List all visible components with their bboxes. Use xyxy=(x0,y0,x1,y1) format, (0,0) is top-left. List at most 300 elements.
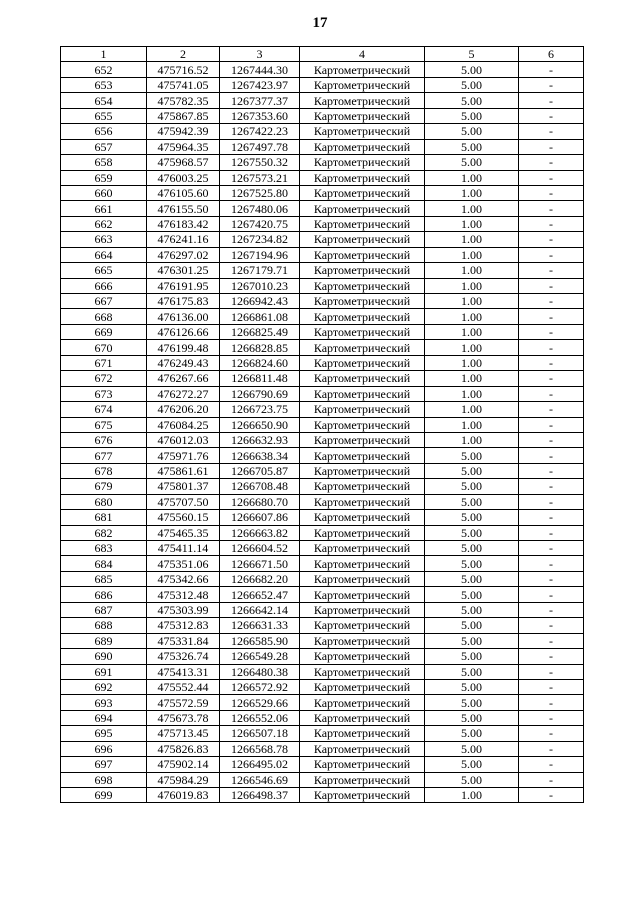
table-row xyxy=(61,201,584,216)
table-row xyxy=(61,278,584,293)
table-cell: 5.00 xyxy=(425,525,519,540)
table-cell: 5.00 xyxy=(425,679,519,694)
table-cell: 5.00 xyxy=(425,124,519,139)
table-cell: - xyxy=(519,541,584,556)
table-cell: - xyxy=(519,139,584,154)
table-header-row xyxy=(61,47,584,62)
table-cell: 670 xyxy=(61,340,147,355)
table-row xyxy=(61,726,584,741)
table-row xyxy=(61,170,584,185)
table-cell: 1267234.82 xyxy=(220,232,300,247)
table-cell: 1267550.32 xyxy=(220,155,300,170)
table-cell: - xyxy=(519,448,584,463)
table-cell: 659 xyxy=(61,170,147,185)
table-cell: 475342.66 xyxy=(147,571,220,586)
table-cell: 1266811.48 xyxy=(220,371,300,386)
table-cell: 1266498.37 xyxy=(220,788,300,803)
table-cell: 476297.02 xyxy=(147,247,220,262)
table-cell: 678 xyxy=(61,463,147,478)
table-cell: 476206.20 xyxy=(147,402,220,417)
table-row xyxy=(61,510,584,525)
table-cell: 5.00 xyxy=(425,139,519,154)
table-cell: 475560.15 xyxy=(147,510,220,525)
table-cell: 476249.43 xyxy=(147,355,220,370)
table-cell: 668 xyxy=(61,309,147,324)
table-cell: 685 xyxy=(61,571,147,586)
table-cell: - xyxy=(519,201,584,216)
table-cell: 475673.78 xyxy=(147,710,220,725)
table-cell: 476105.60 xyxy=(147,185,220,200)
table-cell: 5.00 xyxy=(425,649,519,664)
table-cell: 5.00 xyxy=(425,757,519,772)
table-cell: 475411.14 xyxy=(147,541,220,556)
table-cell: Картометрический xyxy=(300,294,425,309)
table-cell: 475331.84 xyxy=(147,633,220,648)
table-cell: - xyxy=(519,386,584,401)
table-row xyxy=(61,571,584,586)
table-row xyxy=(61,541,584,556)
table-cell: 476136.00 xyxy=(147,309,220,324)
table-row xyxy=(61,355,584,370)
table-cell: - xyxy=(519,618,584,633)
table-cell: Картометрический xyxy=(300,618,425,633)
table-row xyxy=(61,62,584,77)
table-cell: 1266631.33 xyxy=(220,618,300,633)
table-cell: 1.00 xyxy=(425,247,519,262)
table-cell: - xyxy=(519,788,584,803)
table-cell: 475413.31 xyxy=(147,664,220,679)
table-cell: 1266790.69 xyxy=(220,386,300,401)
table-cell: Картометрический xyxy=(300,649,425,664)
table-cell: 1266638.34 xyxy=(220,448,300,463)
page-number: 17 xyxy=(312,15,328,31)
table-cell: 1266824.60 xyxy=(220,355,300,370)
table-cell: 1266507.18 xyxy=(220,726,300,741)
table-cell: 1267377.37 xyxy=(220,93,300,108)
table-row xyxy=(61,788,584,803)
table-cell: 5.00 xyxy=(425,571,519,586)
table-cell: 5.00 xyxy=(425,726,519,741)
table-cell: - xyxy=(519,772,584,787)
table-cell: 653 xyxy=(61,77,147,92)
column-header: 6 xyxy=(519,47,584,62)
table-cell: 677 xyxy=(61,448,147,463)
table-cell: 1266705.87 xyxy=(220,463,300,478)
table-row xyxy=(61,294,584,309)
table-cell: 667 xyxy=(61,294,147,309)
table-cell: Картометрический xyxy=(300,355,425,370)
table-cell: 475801.37 xyxy=(147,479,220,494)
table-cell: 476003.25 xyxy=(147,170,220,185)
table-cell: 476241.16 xyxy=(147,232,220,247)
table-cell: 662 xyxy=(61,216,147,231)
table-cell: 1267422.23 xyxy=(220,124,300,139)
table-row xyxy=(61,494,584,509)
table-cell: 652 xyxy=(61,62,147,77)
table-cell: Картометрический xyxy=(300,170,425,185)
table-cell: Картометрический xyxy=(300,772,425,787)
table-cell: 476126.66 xyxy=(147,324,220,339)
table-cell: 693 xyxy=(61,695,147,710)
table-cell: 1266861.08 xyxy=(220,309,300,324)
table-cell: 475312.83 xyxy=(147,618,220,633)
table-row xyxy=(61,216,584,231)
table-cell: 1.00 xyxy=(425,432,519,447)
table-cell: - xyxy=(519,170,584,185)
table-cell: - xyxy=(519,695,584,710)
table-cell: 5.00 xyxy=(425,510,519,525)
table-cell: Картометрический xyxy=(300,679,425,694)
table-cell: 475867.85 xyxy=(147,108,220,123)
table-row xyxy=(61,139,584,154)
table-cell: 475971.76 xyxy=(147,448,220,463)
table-cell: 1267420.75 xyxy=(220,216,300,231)
table-row xyxy=(61,649,584,664)
table-row xyxy=(61,664,584,679)
table-cell: 1.00 xyxy=(425,294,519,309)
table-cell: 671 xyxy=(61,355,147,370)
table-cell: - xyxy=(519,294,584,309)
table-row xyxy=(61,402,584,417)
table-cell: - xyxy=(519,757,584,772)
table-cell: - xyxy=(519,355,584,370)
table-cell: 475782.35 xyxy=(147,93,220,108)
table-cell: 657 xyxy=(61,139,147,154)
table-cell: 476301.25 xyxy=(147,263,220,278)
table-cell: 475984.29 xyxy=(147,772,220,787)
table-cell: Картометрический xyxy=(300,417,425,432)
table-cell: 1266825.49 xyxy=(220,324,300,339)
table-row xyxy=(61,93,584,108)
table-cell: Картометрический xyxy=(300,185,425,200)
table-cell: 1267179.71 xyxy=(220,263,300,278)
table-cell: 698 xyxy=(61,772,147,787)
table-cell: 5.00 xyxy=(425,695,519,710)
table-cell: Картометрический xyxy=(300,340,425,355)
table-cell: 5.00 xyxy=(425,448,519,463)
table-cell: - xyxy=(519,185,584,200)
table-cell: - xyxy=(519,664,584,679)
table-cell: 695 xyxy=(61,726,147,741)
table-row xyxy=(61,263,584,278)
table-cell: 1.00 xyxy=(425,170,519,185)
table-cell: Картометрический xyxy=(300,602,425,617)
table-cell: 697 xyxy=(61,757,147,772)
table-cell: 694 xyxy=(61,710,147,725)
table-cell: Картометрический xyxy=(300,108,425,123)
table-cell: 1266546.69 xyxy=(220,772,300,787)
table-cell: - xyxy=(519,263,584,278)
table-cell: 1267010.23 xyxy=(220,278,300,293)
table-cell: Картометрический xyxy=(300,448,425,463)
table-row xyxy=(61,741,584,756)
table-cell: 1266572.92 xyxy=(220,679,300,694)
table-cell: 1267525.80 xyxy=(220,185,300,200)
table-cell: 660 xyxy=(61,185,147,200)
table-row xyxy=(61,247,584,262)
table-cell: 1266680.70 xyxy=(220,494,300,509)
table-cell: 475707.50 xyxy=(147,494,220,509)
table-cell: 476155.50 xyxy=(147,201,220,216)
table-cell: 1.00 xyxy=(425,417,519,432)
table-cell: - xyxy=(519,679,584,694)
table-cell: 5.00 xyxy=(425,710,519,725)
table-cell: - xyxy=(519,571,584,586)
table-cell: 661 xyxy=(61,201,147,216)
table-cell: 676 xyxy=(61,432,147,447)
table-cell: 1266942.43 xyxy=(220,294,300,309)
table-row xyxy=(61,124,584,139)
table-cell: - xyxy=(519,247,584,262)
table-cell: Картометрический xyxy=(300,479,425,494)
table-cell: 669 xyxy=(61,324,147,339)
table-row xyxy=(61,77,584,92)
table-cell: - xyxy=(519,155,584,170)
table-cell: - xyxy=(519,432,584,447)
table-row xyxy=(61,371,584,386)
table-cell: 5.00 xyxy=(425,602,519,617)
table-row xyxy=(61,232,584,247)
table-cell: Картометрический xyxy=(300,525,425,540)
table-cell: - xyxy=(519,726,584,741)
table-row xyxy=(61,340,584,355)
table-row xyxy=(61,602,584,617)
table-cell: 683 xyxy=(61,541,147,556)
table-cell: 1.00 xyxy=(425,788,519,803)
table-cell: 1.00 xyxy=(425,263,519,278)
table-cell: 475572.59 xyxy=(147,695,220,710)
table-cell: Картометрический xyxy=(300,695,425,710)
table-cell: Картометрический xyxy=(300,510,425,525)
table-cell: 476272.27 xyxy=(147,386,220,401)
table-cell: 475713.45 xyxy=(147,726,220,741)
table-cell: Картометрический xyxy=(300,587,425,602)
table-cell: Картометрический xyxy=(300,432,425,447)
table-cell: 691 xyxy=(61,664,147,679)
table-cell: - xyxy=(519,124,584,139)
column-header: 4 xyxy=(300,47,425,62)
table-row xyxy=(61,155,584,170)
table-cell: 475303.99 xyxy=(147,602,220,617)
table-row xyxy=(61,463,584,478)
table-row xyxy=(61,324,584,339)
table-cell: - xyxy=(519,309,584,324)
table-cell: 1.00 xyxy=(425,232,519,247)
table-cell: 5.00 xyxy=(425,741,519,756)
column-header: 3 xyxy=(220,47,300,62)
table-cell: 475964.35 xyxy=(147,139,220,154)
table-cell: 1266708.48 xyxy=(220,479,300,494)
table-cell: 1266552.06 xyxy=(220,710,300,725)
table-cell: Картометрический xyxy=(300,386,425,401)
table-cell: - xyxy=(519,649,584,664)
table-cell: 690 xyxy=(61,649,147,664)
table-cell: 475351.06 xyxy=(147,556,220,571)
table-cell: 674 xyxy=(61,402,147,417)
table-cell: Картометрический xyxy=(300,556,425,571)
table-cell: 654 xyxy=(61,93,147,108)
table-cell: - xyxy=(519,232,584,247)
table-cell: - xyxy=(519,463,584,478)
table-cell: 666 xyxy=(61,278,147,293)
table-cell: 688 xyxy=(61,618,147,633)
table-cell: 665 xyxy=(61,263,147,278)
table-cell: 1267423.97 xyxy=(220,77,300,92)
table-cell: - xyxy=(519,510,584,525)
table-cell: 687 xyxy=(61,602,147,617)
table-cell: 5.00 xyxy=(425,77,519,92)
table-cell: 1266549.28 xyxy=(220,649,300,664)
table-cell: 475312.48 xyxy=(147,587,220,602)
column-header: 2 xyxy=(147,47,220,62)
table-cell: 682 xyxy=(61,525,147,540)
table-cell: 475326.74 xyxy=(147,649,220,664)
table-cell: 1266671.50 xyxy=(220,556,300,571)
table-row xyxy=(61,185,584,200)
table-cell: Картометрический xyxy=(300,463,425,478)
table-cell: Картометрический xyxy=(300,741,425,756)
table-cell: 658 xyxy=(61,155,147,170)
table-row xyxy=(61,772,584,787)
table-cell: Картометрический xyxy=(300,324,425,339)
table-cell: 1266632.93 xyxy=(220,432,300,447)
table-cell: 476191.95 xyxy=(147,278,220,293)
table-cell: Картометрический xyxy=(300,155,425,170)
table-row xyxy=(61,679,584,694)
table-cell: 5.00 xyxy=(425,108,519,123)
table-cell: Картометрический xyxy=(300,571,425,586)
table-cell: 476183.42 xyxy=(147,216,220,231)
table-cell: 476012.03 xyxy=(147,432,220,447)
table-cell: 5.00 xyxy=(425,664,519,679)
table-row xyxy=(61,448,584,463)
table-cell: 5.00 xyxy=(425,155,519,170)
table-cell: 5.00 xyxy=(425,93,519,108)
table-cell: 1266652.47 xyxy=(220,587,300,602)
table-cell: 664 xyxy=(61,247,147,262)
table-cell: 1267194.96 xyxy=(220,247,300,262)
table-cell: Картометрический xyxy=(300,494,425,509)
table-cell: Картометрический xyxy=(300,201,425,216)
table-cell: - xyxy=(519,556,584,571)
table-cell: 681 xyxy=(61,510,147,525)
table-row xyxy=(61,556,584,571)
table-cell: - xyxy=(519,602,584,617)
table-cell: 1267353.60 xyxy=(220,108,300,123)
table-cell: 475716.52 xyxy=(147,62,220,77)
table-cell: 5.00 xyxy=(425,541,519,556)
table-cell: - xyxy=(519,324,584,339)
table-cell: 475465.35 xyxy=(147,525,220,540)
table-cell: 1.00 xyxy=(425,278,519,293)
table-row xyxy=(61,525,584,540)
table-cell: Картометрический xyxy=(300,541,425,556)
table-cell: 475968.57 xyxy=(147,155,220,170)
table-row xyxy=(61,710,584,725)
table-cell: Картометрический xyxy=(300,278,425,293)
table-cell: Картометрический xyxy=(300,93,425,108)
table-cell: Картометрический xyxy=(300,139,425,154)
table-cell: - xyxy=(519,741,584,756)
table-row xyxy=(61,633,584,648)
table-cell: - xyxy=(519,402,584,417)
table-cell: 475902.14 xyxy=(147,757,220,772)
table-cell: - xyxy=(519,710,584,725)
table-cell: Картометрический xyxy=(300,263,425,278)
table-cell: - xyxy=(519,479,584,494)
table-cell: Картометрический xyxy=(300,62,425,77)
table-cell: 1.00 xyxy=(425,201,519,216)
table-row xyxy=(61,417,584,432)
table-cell: 475942.39 xyxy=(147,124,220,139)
table-cell: Картометрический xyxy=(300,247,425,262)
table-cell: 5.00 xyxy=(425,479,519,494)
table-cell: 1.00 xyxy=(425,185,519,200)
table-cell: 699 xyxy=(61,788,147,803)
table-cell: 1267480.06 xyxy=(220,201,300,216)
table-cell: Картометрический xyxy=(300,371,425,386)
table-cell: 5.00 xyxy=(425,556,519,571)
table-cell: - xyxy=(519,525,584,540)
table-cell: 684 xyxy=(61,556,147,571)
table-cell: Картометрический xyxy=(300,788,425,803)
table-cell: - xyxy=(519,93,584,108)
table-cell: 696 xyxy=(61,741,147,756)
table-row xyxy=(61,695,584,710)
table-cell: 1.00 xyxy=(425,309,519,324)
table-cell: 5.00 xyxy=(425,618,519,633)
table-row xyxy=(61,309,584,324)
table-cell: 1266828.85 xyxy=(220,340,300,355)
table-cell: 655 xyxy=(61,108,147,123)
table-cell: 1266480.38 xyxy=(220,664,300,679)
table-cell: Картометрический xyxy=(300,216,425,231)
table-cell: 476199.48 xyxy=(147,340,220,355)
table-cell: 1267444.30 xyxy=(220,62,300,77)
table-cell: - xyxy=(519,587,584,602)
table-cell: 475552.44 xyxy=(147,679,220,694)
table-cell: Картометрический xyxy=(300,664,425,679)
table-body xyxy=(61,62,584,803)
table-cell: 476084.25 xyxy=(147,417,220,432)
table-cell: - xyxy=(519,417,584,432)
table-cell: 5.00 xyxy=(425,463,519,478)
table-row xyxy=(61,757,584,772)
table-cell: 679 xyxy=(61,479,147,494)
table-row xyxy=(61,587,584,602)
table-cell: 1.00 xyxy=(425,355,519,370)
coordinates-table xyxy=(60,46,584,803)
table-row xyxy=(61,108,584,123)
table-cell: 1266642.14 xyxy=(220,602,300,617)
table-cell: 1266663.82 xyxy=(220,525,300,540)
table-cell: - xyxy=(519,340,584,355)
table-cell: 476175.83 xyxy=(147,294,220,309)
table-cell: - xyxy=(519,494,584,509)
table-cell: - xyxy=(519,77,584,92)
table-row xyxy=(61,386,584,401)
table-cell: 673 xyxy=(61,386,147,401)
table-cell: Картометрический xyxy=(300,232,425,247)
table-cell: 1266650.90 xyxy=(220,417,300,432)
table-cell: 1266682.20 xyxy=(220,571,300,586)
table-cell: 475861.61 xyxy=(147,463,220,478)
table-cell: 1266495.02 xyxy=(220,757,300,772)
table-cell: 675 xyxy=(61,417,147,432)
table-cell: 1.00 xyxy=(425,324,519,339)
table-cell: Картометрический xyxy=(300,710,425,725)
table-cell: 475826.83 xyxy=(147,741,220,756)
